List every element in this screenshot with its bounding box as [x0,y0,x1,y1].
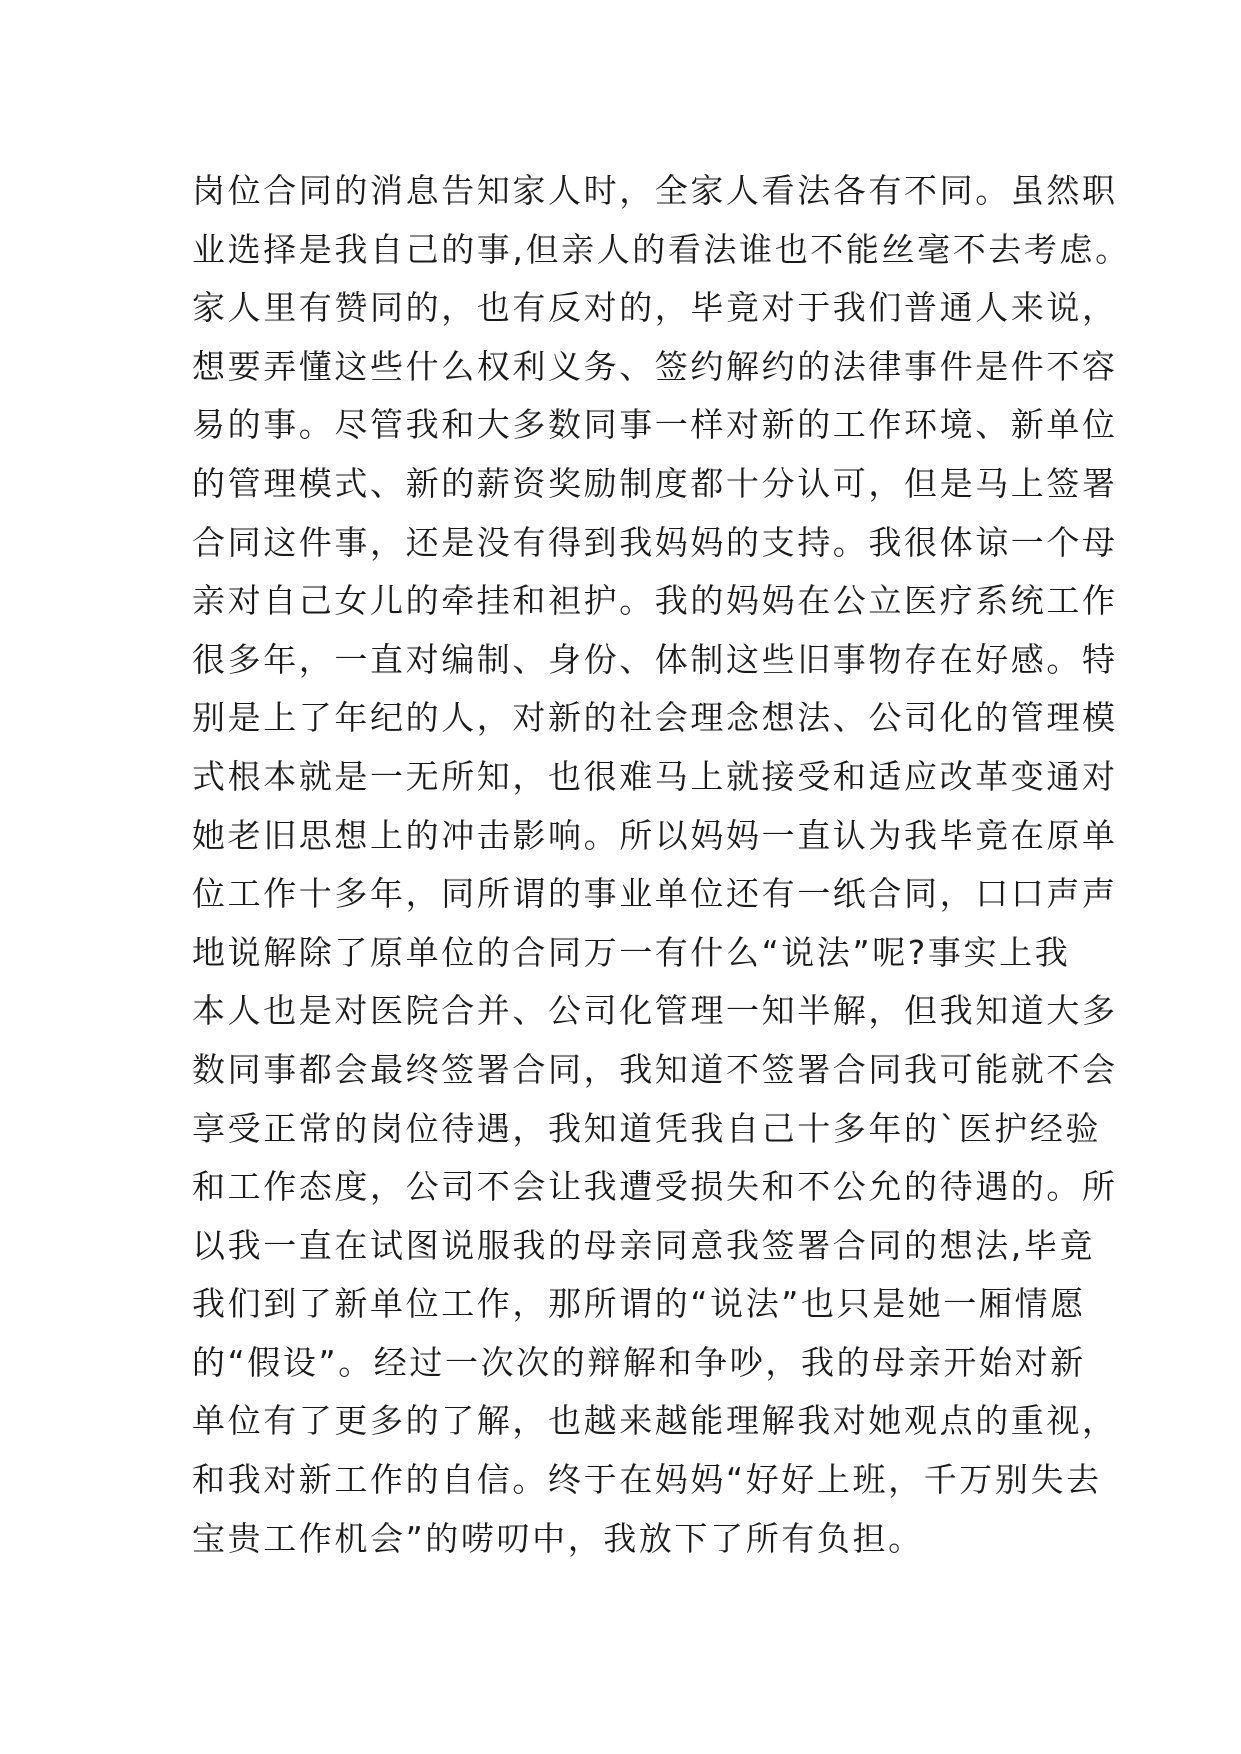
text-line: 享受正常的岗位待遇，我知道凭我自己十多年的`医护经验 [192,1108,1102,1148]
text-line: 地说解除了原单位的合同万一有什么“说法”呢?事实上我 [192,932,1071,972]
text-line: 很多年，一直对编制、身份、体制这些旧事物存在好感。特 [192,639,1118,679]
text-line: 本人也是对医院合并、公司化管理一知半解，但我知道大多 [192,991,1118,1031]
text-line: 以我一直在试图说服我的母亲同意我签署合同的想法,毕竟 [192,1225,1096,1265]
text-line: 业选择是我自己的事,但亲人的看法谁也不能丝毫不去考虑。 [192,229,1131,269]
text-line: 亲对自己女儿的牵挂和袒护。我的妈妈在公立医疗系统工作 [192,581,1118,621]
body-text [192,162,1192,1568]
text-line: 和工作态度，公司不会让我遭受损失和不公允的待遇的。所 [192,1167,1118,1207]
text-line: 的管理模式、新的薪资奖励制度都十分认可，但是马上签署 [192,463,1118,503]
text-line: 她老旧思想上的冲击影响。所以妈妈一直认为我毕竟在原单 [192,815,1118,855]
text-line: 易的事。尽管我和大多数同事一样对新的工作环境、新单位 [192,405,1118,445]
text-line: 位工作十多年，同所谓的事业单位还有一纸合同，口口声声 [192,874,1118,914]
text-line: 单位有了更多的了解，也越来越能理解我对她观点的重视， [192,1401,1118,1441]
text-line: 别是上了年纪的人，对新的社会理念想法、公司化的管理模 [192,698,1118,738]
text-line: 数同事都会最终签署合同，我知道不签署合同我可能就不会 [192,1049,1118,1089]
text-line: 式根本就是一无所知，也很难马上就接受和适应改革变通对 [192,756,1118,796]
text-line: 岗位合同的消息告知家人时，全家人看法各有不同。虽然职 [192,171,1118,210]
text-line: 家人里有赞同的，也有反对的，毕竟对于我们普通人来说， [192,288,1118,328]
text-line: 宝贵工作机会”的唠叨中，我放下了所有负担。 [192,1518,924,1558]
text-line: 合同这件事，还是没有得到我妈妈的支持。我很体谅一个母 [192,522,1118,562]
text-line: 的“假设”。经过一次次的辩解和争吵，我的母亲开始对新 [192,1342,1086,1382]
text-line: 我们到了新单位工作，那所谓的“说法”也只是她一厢情愿 [192,1284,1086,1324]
text-line: 和我对新工作的自信。终于在妈妈“好好上班，千万别失去 [192,1460,1102,1500]
text-line: 想要弄懂这些什么权利义务、签约解约的法律事件是件不容 [192,346,1118,386]
